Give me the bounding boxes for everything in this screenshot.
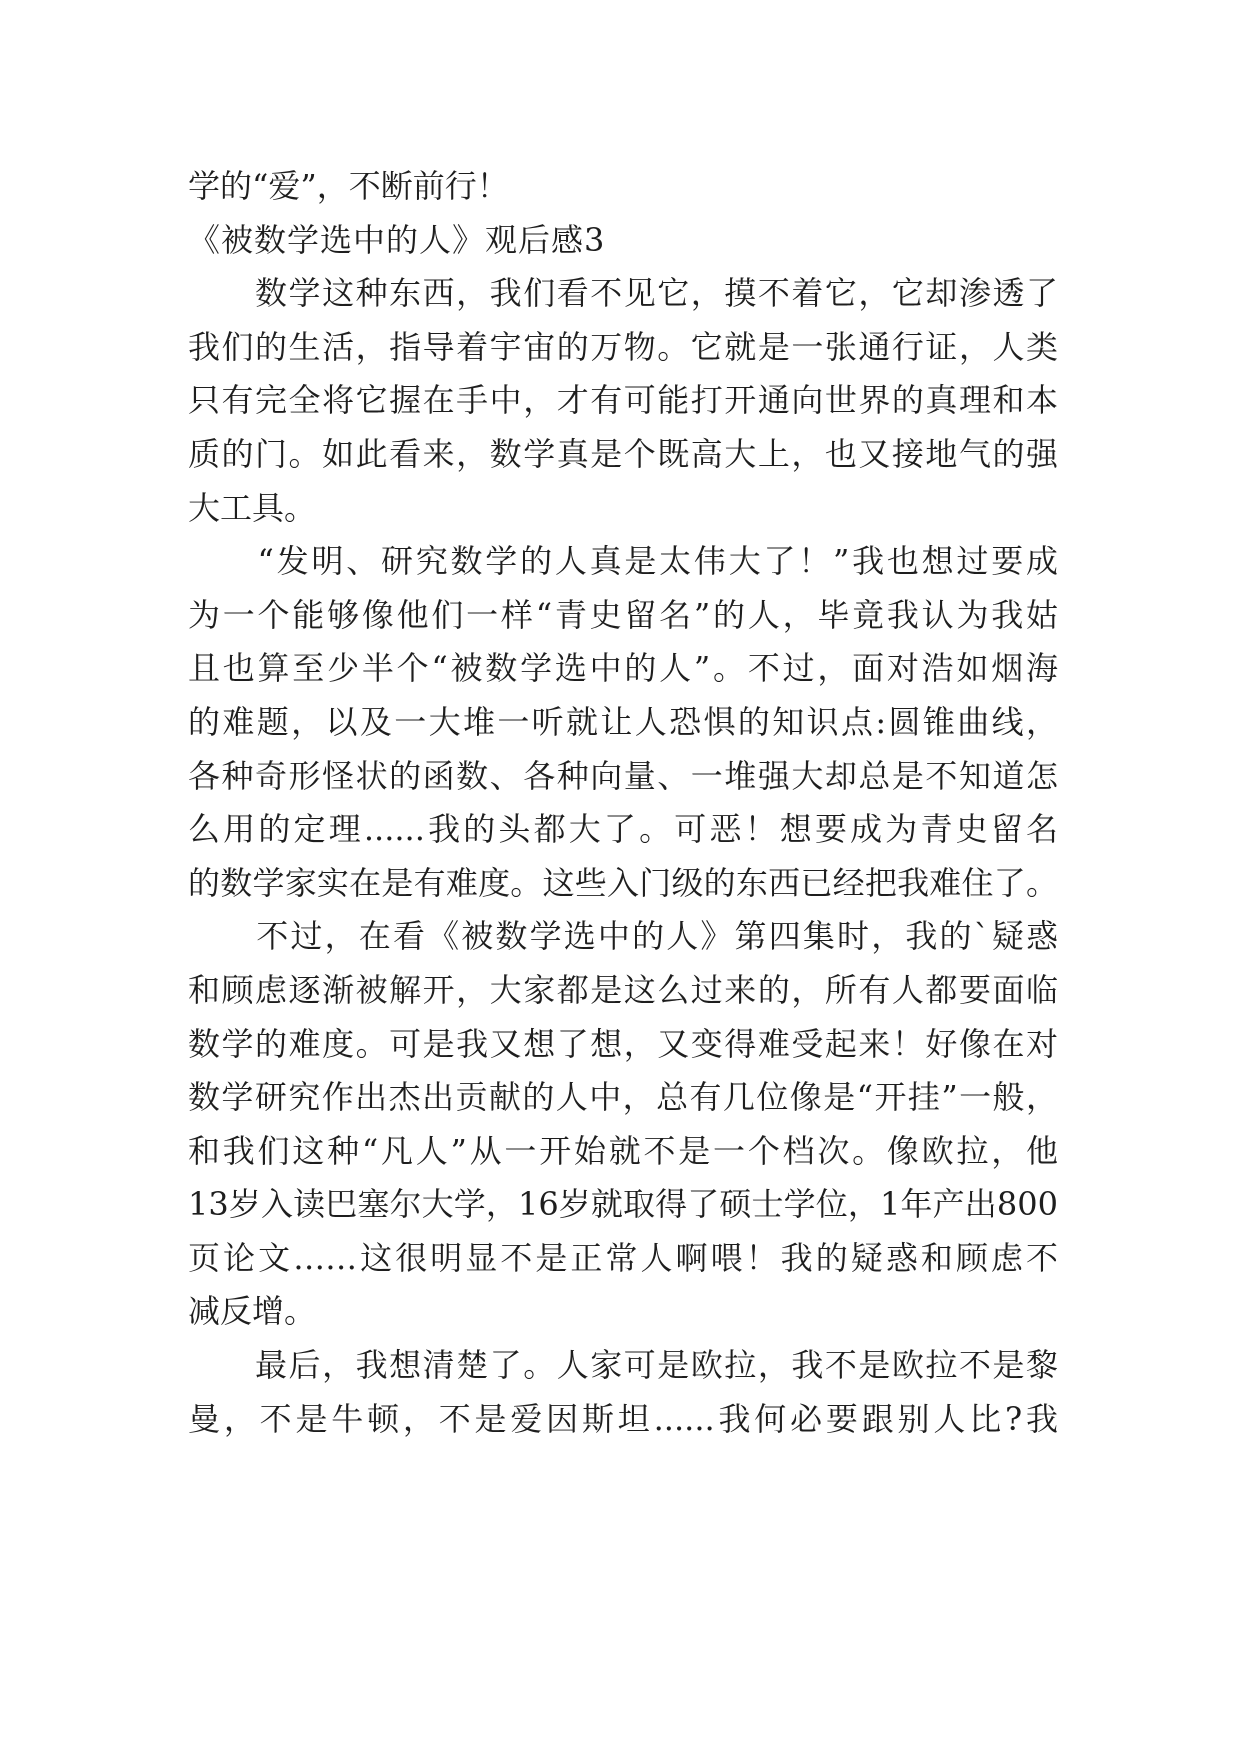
document-body: [188, 160, 1058, 1446]
paragraph-line: 不过，在看《被数学选中的人》第四集时，我的`疑惑: [188, 917, 1058, 956]
paragraph-line: 的难题，以及一大堆一听就让人恐惧的知识点:圆锥曲线，: [188, 702, 1058, 741]
paragraph-line: 最后，我想清楚了。人家可是欧拉，我不是欧拉不是黎: [188, 1346, 1058, 1385]
paragraph-line: 大工具。: [188, 488, 317, 527]
paragraph-line: “发明、研究数学的人真是太伟大了！”我也想过要成: [188, 542, 1058, 581]
paragraph-line: 只有完全将它握在手中，才有可能打开通向世界的真理和本: [188, 381, 1058, 420]
paragraph-line: 学的“爱”，不断前行！: [188, 167, 509, 205]
paragraph-line: 为一个能够像他们一样“青史留名”的人，毕竟我认为我姑: [188, 595, 1058, 634]
paragraph-line: 减反增。: [188, 1292, 317, 1331]
paragraph-line: 和顾虑逐渐被解开，大家都是这么过来的，所有人都要面临: [188, 970, 1058, 1009]
paragraph-line: 和我们这种“凡人”从一开始就不是一个档次。像欧拉，他: [188, 1131, 1058, 1170]
section-title: 《被数学选中的人》观后感3: [188, 220, 606, 259]
paragraph-line: 曼，不是牛顿，不是爱因斯坦......我何必要跟别人比?我: [188, 1399, 1058, 1438]
paragraph-line: 页论文……这很明显不是正常人啊喂！我的疑惑和顾虑不: [188, 1238, 1058, 1277]
paragraph-line: 么用的定理......我的头都大了。可恶！想要成为青史留名: [188, 810, 1058, 849]
paragraph-line: 且也算至少半个“被数学选中的人”。不过，面对浩如烟海: [188, 649, 1058, 688]
paragraph-line: 数学的难度。可是我又想了想，又变得难受起来！好像在对: [188, 1024, 1058, 1063]
paragraph-line: 数学研究作出杰出贡献的人中，总有几位像是“开挂”一般，: [188, 1078, 1058, 1117]
paragraph-line: 质的门。如此看来，数学真是个既高大上，也又接地气的强: [188, 434, 1058, 473]
paragraph-line: 的数学家实在是有难度。这些入门级的东西已经把我难住了。: [188, 863, 1058, 902]
paragraph-line: 我们的生活，指导着宇宙的万物。它就是一张通行证，人类: [188, 327, 1058, 366]
paragraph-line: 各种奇形怪状的函数、各种向量、一堆强大却总是不知道怎: [188, 756, 1058, 795]
paragraph-line: 数学这种东西，我们看不见它，摸不着它，它却渗透了: [188, 274, 1058, 313]
paragraph-line: 13岁入读巴塞尔大学，16岁就取得了硕士学位，1年产出800: [188, 1185, 1058, 1224]
